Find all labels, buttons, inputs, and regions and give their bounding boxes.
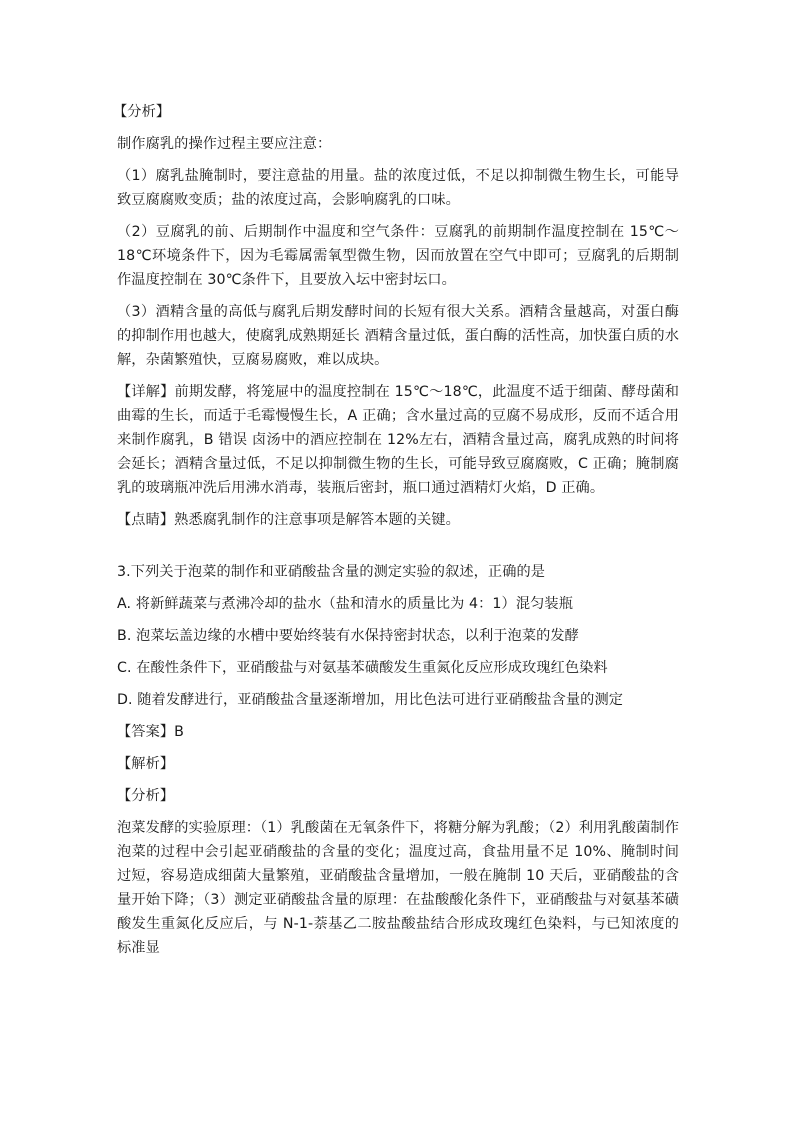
comment-paragraph: 【点睛】熟悉腐乳制作的注意事项是解答本题的关键。 [117,512,460,528]
document-body [113,100,679,960]
option-c: C. 在酸性条件下，亚硝酸盐与对氨基苯磺酸发生重氮化反应形成玫瑰红色染料 [117,660,608,676]
analysis-heading: 【分析】 [113,104,171,120]
analysis-paragraph-2: 泡菜发酵的实验原理：（1）乳酸菌在无氧条件下，将糖分解为乳酸；（2）利用乳酸菌制作泡菜的过程中会引起亚硝酸盐的含量的变化；温度过高，食盐用量不足 10%、腌制时间过短，容易造成细菌大量繁殖，亚硝酸盐含量增加，一般在腌制 10 天后，亚硝酸盐的含量开始下降；（3）测定亚硝酸盐含量的原理：在盐酸酸化条件下，亚硝酸盐与对氨基苯磺酸发生重氮化反应后，与 N-1-萘基乙二胺盐酸盐结合形成玫瑰红色染料，与已知浓度的标准显 [117,820,679,956]
answer-line: 【答案】B [117,724,184,740]
analysis-heading-2: 【分析】 [117,788,175,804]
option-d: D. 随着发酵进行，亚硝酸盐含量逐渐增加，用比色法可进行亚硝酸盐含量的测定 [117,692,624,708]
detail-paragraph: 【详解】前期发酵，将笼屉中的温度控制在 15℃～18℃，此温度不适于细菌、酵母菌和曲霉的生长，而适于毛霉慢慢生长，A 正确；含水量过高的豆腐不易成形，反而不适合用来制作腐乳，B 错误 卤汤中的酒应控制在 12%左右，酒精含量过高，腐乳成熟的时间将会延长；酒精含量过低，不足以抑制微生物的生长，可能导致豆腐腐败，C 正确；腌制腐乳的玻璃瓶冲洗后用沸水消毒，装瓶后密封，瓶口通过酒精灯火焰，D 正确。 [117,384,679,496]
analysis-point-3: （3）酒精含量的高低与腐乳后期发酵时间的长短有很大关系。酒精含量越高，对蛋白酶的抑制作用也越大，使腐乳成熟期延长 酒精含量过低，蛋白酶的活性高，加快蛋白质的水解，杂菌繁殖快，豆腐易腐败，难以成块。 [117,304,679,368]
option-b: B. 泡菜坛盖边缘的水槽中要始终装有水保持密封状态，以利于泡菜的发酵 [117,628,579,644]
explanation-heading: 【解析】 [117,756,175,772]
analysis-intro: 制作腐乳的操作过程主要应注意： [117,136,332,152]
analysis-point-1: （1）腐乳盐腌制时，要注意盐的用量。盐的浓度过低，不足以抑制微生物生长，可能导致豆腐腐败变质；盐的浓度过高，会影响腐乳的口味。 [117,168,679,208]
analysis-point-2: （2）豆腐乳的前、后期制作中温度和空气条件：豆腐乳的前期制作温度控制在 15℃～18℃环境条件下，因为毛霉属需氧型微生物，因而放置在空气中即可；豆腐乳的后期制作温度控制在 30℃条件下，且要放入坛中密封坛口。 [117,224,679,288]
question-stem: 3.下列关于泡菜的制作和亚硝酸盐含量的测定实验的叙述，正确的是 [117,564,546,580]
option-a: A. 将新鲜蔬菜与煮沸冷却的盐水（盐和清水的质量比为 4：1）混匀装瓶 [117,596,573,612]
